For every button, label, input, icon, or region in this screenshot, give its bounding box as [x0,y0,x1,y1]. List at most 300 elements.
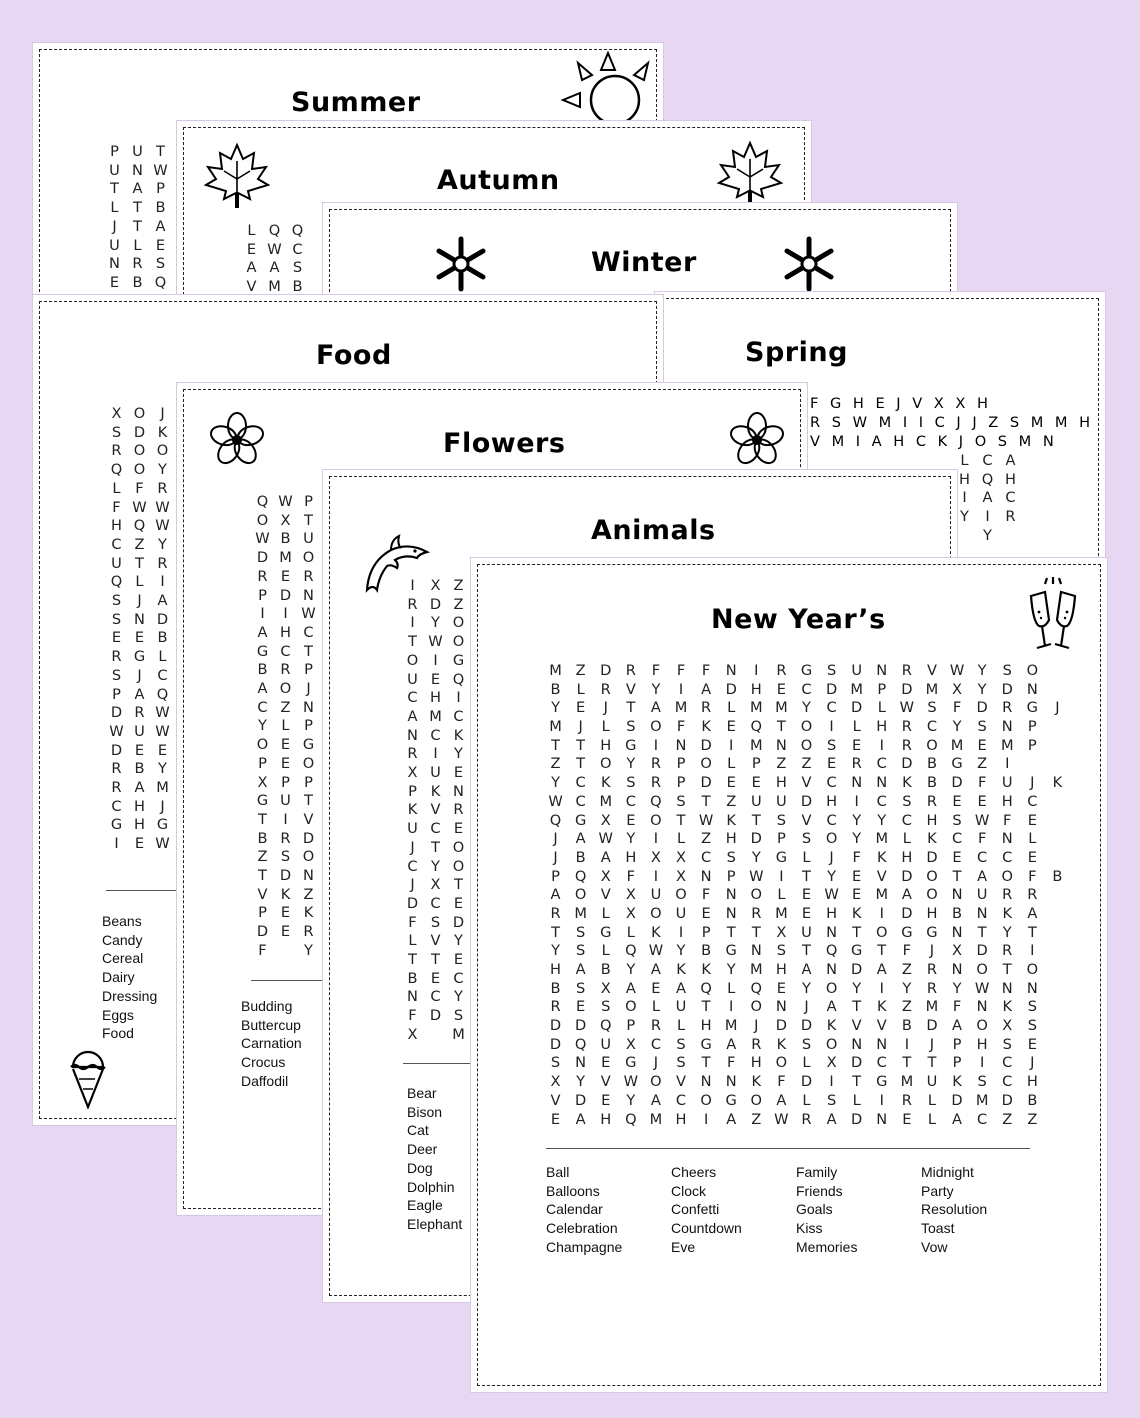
winter-title: Winter [591,247,697,278]
grid-letter: A [876,961,887,978]
grid-letter: F [1003,811,1012,829]
grid-letter: C [625,792,636,810]
grid-letter: S [1002,662,1012,679]
grid-letter: C [977,1110,988,1128]
grid-letter: L [902,830,911,848]
grid-letter: I [854,792,859,810]
grid-letter: F [676,662,686,679]
grid-letter: M [750,961,763,978]
grid-letter: J [553,848,558,866]
grid-letter: A [826,1110,837,1128]
grid-letter: M [925,998,939,1016]
grid-letter: V [550,1091,561,1109]
grid-letter: O [650,718,662,736]
grid-letter: U [675,904,687,922]
grid-letter: E [852,886,862,904]
grid-letter: T [551,923,560,941]
letter-column: W X B M E D I H C R O Z L E E P U I R S D K E E [278,493,293,941]
grid-letter: M [750,736,763,754]
word: Goals [796,1201,833,1218]
grid-letter: W [899,699,915,717]
grid-letter: N [876,774,888,792]
grid-letter: V [600,886,611,904]
grid-letter: L [601,942,610,960]
grid-letter: D [750,830,762,848]
grid-letter: F [902,942,912,960]
word: Cat [407,1122,429,1139]
grid-letter: G [725,942,737,960]
grid-letter [1020,755,1045,774]
grid-letter: F [977,830,987,848]
grid-letter: R [650,1017,661,1035]
grid-letter: L [777,886,786,904]
grid-letter: W [949,662,965,679]
grid-letter: U [926,1073,938,1091]
grid-letter: Y [827,867,837,885]
flowers-title: Flowers [443,428,566,459]
grid-letter: E [826,755,837,773]
grid-letter: J [1030,774,1035,792]
grid-letter: Z [701,830,712,848]
grid-letter: K [1052,774,1063,792]
grid-letter: T [576,755,586,773]
grid-letter: N [1001,979,1013,997]
letter-column: X D Y W I E H M C I U K V C T Y X C S V T E C D [428,577,443,1025]
grid-letter: O [800,718,813,736]
grid-letter: N [826,961,838,978]
grid-letter: O [976,961,988,978]
grid-letter: S [826,736,837,754]
grid-letter: G [600,923,612,941]
grid-letter: S [1027,998,1037,1016]
grid-letter: R [550,998,561,1016]
grid-letter: R [1002,942,1013,960]
grid-letter: I [829,1073,834,1091]
grid-letter: C [575,774,586,792]
grid-letter: M [574,904,587,922]
sun-icon [558,48,658,128]
grid-letter: Y [626,830,636,848]
grid-letter: Y [551,699,560,717]
grid-letter: K [726,811,736,829]
grid-letter: P [701,923,711,941]
word: Confetti [671,1201,720,1218]
grid-letter: L [576,680,585,698]
grid-letter: B [550,979,561,997]
grid-letter: R [751,904,762,922]
grid-letter: R [926,961,938,978]
autumn-title: Autumn [437,165,560,196]
grid-letter: M [750,699,763,717]
grid-letter: E [651,979,661,997]
grid-letter: S [576,923,586,941]
word: Countdown [671,1220,742,1237]
grid-letter: E [626,811,636,829]
grid-letter: J [603,699,608,717]
grid-letter: T [701,792,711,810]
grid-letter: O [750,998,763,1016]
grid-letter: J [1055,699,1060,717]
grid-letter: K [600,774,611,792]
letter-column: T W P B A E S Q [153,143,168,291]
grid-letter: E [952,848,962,866]
grid-letter: M [950,736,964,754]
grid-letter: Q [549,811,562,829]
grid-letter: C [901,811,912,829]
grid-letter: E [576,699,586,717]
grid-letter: T [751,811,761,829]
grid-letter: O [825,979,838,997]
grid-letter: F [651,662,661,679]
grid-letter: J [829,848,834,866]
grid-letter: O [926,736,938,754]
word-column [921,1163,1046,1257]
grid-letter: U [750,792,762,810]
grid-letter: N [1026,680,1038,698]
grid-letter: R [751,1035,762,1053]
word: Bison [407,1103,443,1120]
grid-letter: S [977,718,987,736]
grid-letter: P [952,1035,962,1053]
champagne-glasses-icon [1023,576,1083,656]
grid-letter: O [700,1091,712,1109]
grid-letter: M [724,1017,738,1035]
grid-letter: Z [575,662,586,679]
grid-letter: C [1002,1054,1013,1072]
grid-letter: H [876,718,888,736]
grid-letter: I [879,736,884,754]
grid-letter: C [650,1035,662,1053]
grid-letter: R [650,755,661,773]
grid-letter: B [926,774,937,792]
grid-letter: M [649,1110,663,1128]
grid-letter: N [775,998,787,1016]
grid-letter: A [650,961,661,978]
grid-letter: E [852,736,862,754]
grid-letter: V [801,774,812,792]
grid-letter: E [852,867,862,885]
grid-letter: M [549,718,562,736]
word: Clock [671,1182,707,1199]
spring-row: FGHEJVXXH [810,395,1000,412]
word: Family [796,1164,838,1180]
grid-letter: C [876,792,887,810]
grid-letter: L [601,718,610,736]
flowers-word-list [241,997,302,1091]
grid-letter: D [901,867,913,885]
grid-letter: C [977,848,988,866]
grid-letter: S [952,811,962,829]
grid-letter: D [951,1091,963,1109]
grid-letter: O [1026,961,1039,978]
grid-letter: B [701,942,712,960]
grid-letter: Z [751,1110,762,1128]
grid-letter [1045,737,1070,756]
grid-letter: S [576,979,586,997]
grid-letter: S [676,792,686,810]
grid-letter: A [801,961,812,978]
grid-letter: Y [852,979,862,997]
grid-letter: K [651,923,661,941]
grid-letter: X [826,1054,837,1072]
grid-letter: A [726,1110,737,1128]
grid-letter: P [751,755,761,773]
grid-letter [1045,961,1070,980]
grid-letter: R [901,1091,912,1109]
grid-letter [1045,1017,1070,1036]
grid-letter: X [676,867,687,885]
grid-letter: R [901,718,912,736]
divider [403,1063,475,1064]
grid-letter: R [625,662,636,679]
maple-leaf-icon [202,141,272,211]
grid-letter: H [700,1017,712,1035]
grid-letter: W [824,886,839,904]
word: Midnight [921,1164,974,1180]
grid-letter: C [701,848,712,866]
grid-letter: A [977,867,988,885]
grid-letter: L [927,1110,937,1128]
grid-letter: F [952,699,962,717]
grid-letter: D [575,1017,587,1035]
grid-letter: K [851,904,862,922]
word: Bear [407,1085,437,1101]
grid-letter: U [600,1035,612,1053]
grid-letter: T [676,811,686,829]
grid-letter [1045,980,1070,999]
grid-letter: B [1027,1091,1038,1109]
grid-letter: S [726,848,736,866]
grid-letter: O [1001,867,1013,885]
word: Eve [671,1238,696,1255]
grid-letter: L [852,1091,861,1109]
grid-letter: M [674,699,688,717]
grid-letter: Y [551,774,560,792]
word-column [671,1163,796,1257]
grid-letter: D [951,774,963,792]
grid-letter: E [1027,848,1037,866]
grid-letter: L [727,979,736,997]
spring-row: RSWMIICJJZSMMH [810,414,1102,431]
word: Ball [546,1164,570,1180]
grid-letter: D [1001,1091,1013,1109]
grid-letter: I [879,979,884,997]
grid-letter: W [598,830,613,848]
grid-letter: E [751,774,761,792]
grid-letter [1045,924,1070,943]
grid-letter: A [550,886,561,904]
letter-column: Z Z O O G Q I C K Y E N R E O O T E D Y E C Y S M [452,577,465,1043]
grid-letter: G [951,755,963,773]
word: Eagle [407,1197,443,1214]
new-years-sheet [471,558,1107,1392]
word: Cereal [102,950,144,967]
grid-letter: R [1002,886,1013,904]
grid-letter: P [726,867,736,885]
grid-letter: G [700,1035,712,1053]
grid-letter: P [626,1017,636,1035]
grid-letter: T [576,736,586,754]
grid-letter: U [776,792,787,810]
grid-letter: Z [776,755,787,773]
new-years-title: New Year’s [711,604,886,635]
grid-letter: H [901,848,913,866]
grid-letter: A [650,699,661,717]
grid-letter: X [676,848,687,866]
grid-letter: Y [626,755,636,773]
grid-letter: E [801,904,812,922]
grid-letter: T [776,718,786,736]
new-years-letter-grid [543,662,1070,1129]
grid-letter [1045,1036,1070,1055]
grid-letter: A [575,830,586,848]
word: Party [921,1182,954,1199]
grid-letter: O [876,923,888,941]
grid-letter [1045,1111,1070,1130]
grid-letter: S [776,811,787,829]
grid-letter: Z [977,755,988,773]
grid-letter: S [826,1091,837,1109]
grid-letter: V [801,811,812,829]
grid-letter: N [750,942,762,960]
snowflake-icon [433,236,489,292]
grid-letter: D [800,1073,813,1091]
word: Toast [921,1220,955,1237]
grid-letter: K [902,774,912,792]
grid-letter [1045,830,1070,849]
grid-letter: E [801,886,812,904]
grid-letter: H [600,736,612,754]
grid-letter: J [754,1017,759,1035]
grid-letter: E [977,736,987,754]
grid-letter: I [829,718,834,736]
grid-letter: N [1001,830,1013,848]
grid-letter: L [1028,830,1037,848]
grid-letter: B [550,680,561,698]
grid-letter: M [1000,736,1014,754]
letter-column: Q C S B [291,222,304,296]
word-column [546,1163,671,1257]
grid-letter: D [549,1035,562,1053]
grid-letter: E [1027,811,1037,829]
grid-letter: C [575,792,586,810]
grid-letter [1045,1054,1070,1073]
grid-letter: L [802,1091,811,1109]
word: Dog [407,1159,433,1176]
grid-letter: H [750,680,762,698]
grid-letter: P [952,1054,962,1072]
grid-letter: S [927,699,937,717]
grid-letter [1045,793,1070,812]
grid-letter: D [575,1091,587,1109]
grid-letter: I [729,736,734,754]
grid-letter: A [575,961,586,978]
word: Candy [102,931,143,948]
grid-letter: V [625,680,636,698]
grid-letter: O [625,998,637,1016]
grid-letter: R [776,662,787,679]
grid-letter: H [826,904,838,922]
grid-letter: Z [726,792,737,810]
grid-letter: N [876,662,888,679]
grid-letter: N [775,736,787,754]
grid-letter: I [678,923,684,941]
word: Carnation [241,1035,302,1052]
word: Kiss [796,1220,823,1237]
grid-letter: S [626,774,636,792]
grid-letter: N [725,886,737,904]
grid-letter: B [926,755,937,773]
grid-letter: K [876,998,887,1016]
grid-letter: S [601,998,611,1016]
grid-letter: I [729,998,734,1016]
grid-letter: Z [1002,1110,1013,1128]
grid-letter: D [926,1017,938,1035]
grid-letter: F [701,662,711,679]
grid-letter: F [727,1054,736,1072]
grid-letter: V [926,662,937,679]
grid-letter: A [600,848,611,866]
grid-letter: D [851,699,863,717]
grid-letter: O [800,736,813,754]
grid-letter: J [653,1054,659,1072]
grid-letter: S [801,1035,812,1053]
grid-letter: Y [626,961,636,978]
grid-letter: H [1026,1073,1038,1091]
grid-letter: Y [751,848,761,866]
grid-letter: N [851,774,863,792]
grid-letter: B [600,961,611,978]
grid-letter: D [1001,680,1013,698]
grid-letter: H [600,1110,612,1128]
word: Food [102,1025,134,1042]
word: Balloons [546,1182,600,1199]
letter-column: L H I Y [959,452,970,526]
grid-letter: N [976,998,988,1016]
grid-letter: N [1026,979,1038,997]
grid-letter: Z [901,961,912,978]
grid-letter: L [802,848,811,866]
grid-letter: T [927,1054,937,1072]
grid-letter: C [801,680,812,698]
grid-letter: C [876,755,887,773]
grid-letter: X [550,1073,561,1091]
spring-row: VMIAHCKJOSMN [810,433,1066,450]
grid-letter: Q [700,979,712,997]
grid-letter: N [725,662,737,679]
grid-letter: M [775,699,788,717]
grid-letter: S [676,1035,686,1053]
grid-letter: G [775,848,788,866]
grid-letter: N [700,1073,712,1091]
letter-column: Q O W D R P I A G B A C Y O P X G T B Z T V P D F [255,493,270,959]
grid-letter: D [700,774,712,792]
grid-letter: G [876,1073,888,1091]
grid-letter: U [650,886,662,904]
grid-letter: H [926,811,938,829]
grid-letter: Q [599,1017,612,1035]
word: Beans [102,913,142,929]
grid-letter: D [901,904,913,922]
grid-letter: I [879,1091,884,1109]
grid-letter: X [650,848,661,866]
grid-letter: Y [576,1073,586,1091]
food-letters [105,405,174,854]
flower-icon [725,408,789,472]
grid-letter: C [826,811,837,829]
grid-letter: O [650,1073,662,1091]
letter-column: C Q A I Y [981,452,994,544]
